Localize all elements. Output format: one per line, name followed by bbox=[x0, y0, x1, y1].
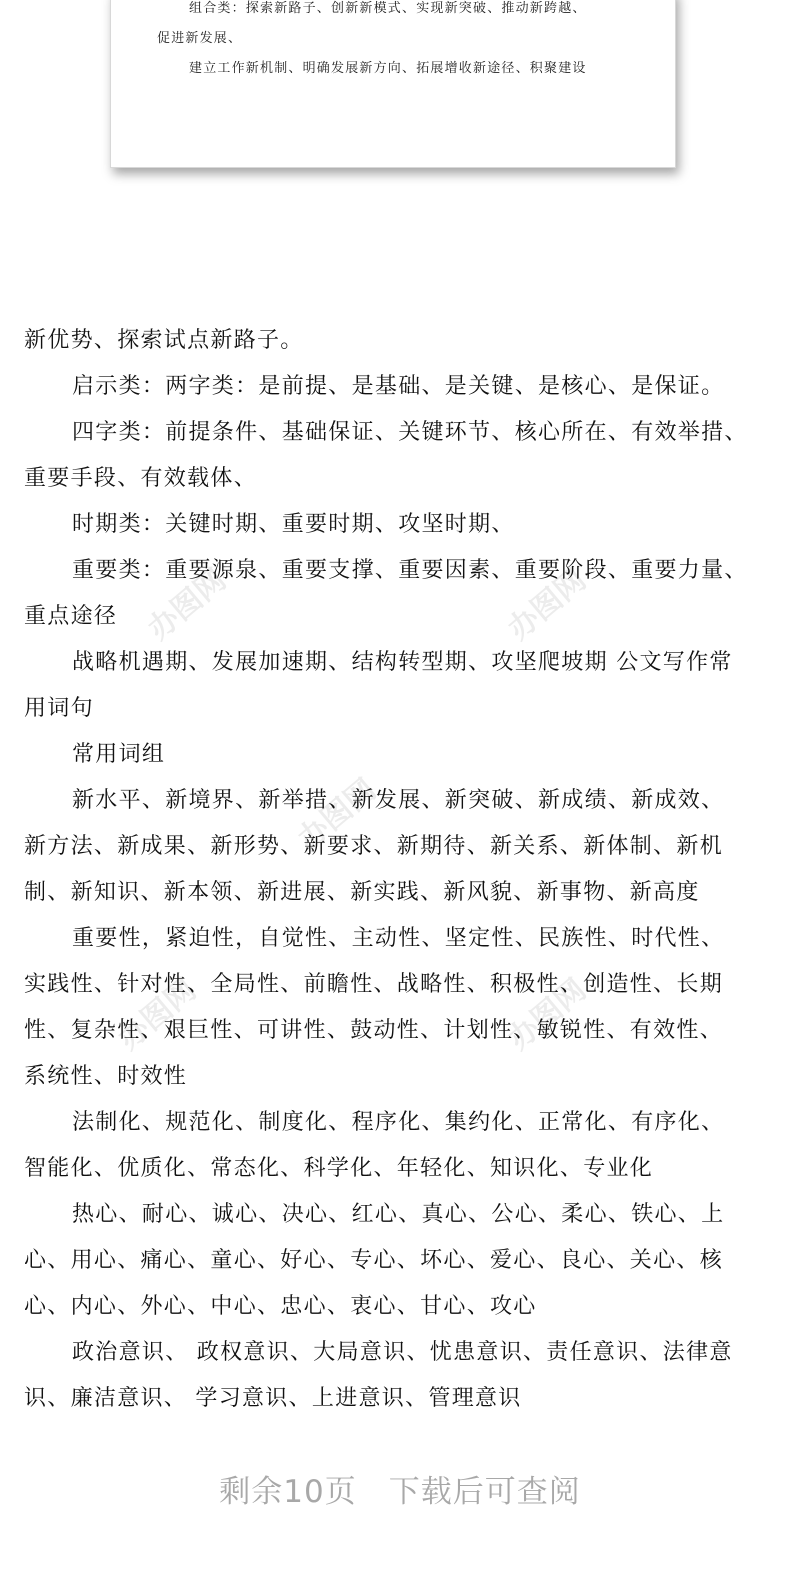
watermark: 办图网 bbox=[501, 562, 593, 648]
doc-line: 启示类：两字类：是前提、是基础、是关键、是核心、是保证。 bbox=[72, 374, 725, 399]
doc-line: 制、新知识、新本领、新进展、新实践、新风貌、新事物、新高度 bbox=[24, 880, 700, 905]
watermark: 办图网 bbox=[501, 972, 593, 1058]
remaining-pages-prompt[interactable]: 剩余10页 下载后可查阅 bbox=[219, 1474, 581, 1510]
doc-line: 性、复杂性、艰巨性、可讲性、鼓动性、计划性、敏锐性、有效性、 bbox=[24, 1018, 724, 1043]
doc-line: 战略机遇期、发展加速期、结构转型期、攻坚爬坡期 公文写作常 bbox=[72, 650, 733, 675]
doc-line: 法制化、规范化、制度化、程序化、集约化、正常化、有序化、 bbox=[72, 1110, 725, 1135]
doc-line: 智能化、优质化、常态化、科学化、年轻化、知识化、专业化 bbox=[24, 1156, 654, 1181]
doc-line: 新优势、探索试点新路子。 bbox=[24, 328, 304, 353]
doc-line: 识、廉洁意识、 学习意识、上进意识、管理意识 bbox=[24, 1386, 522, 1411]
watermark: 办图网 bbox=[141, 562, 233, 648]
doc-line: 重要性，紧迫性，自觉性、主动性、坚定性、民族性、时代性、 bbox=[72, 926, 725, 951]
preview-line: 促进新发展、 bbox=[157, 31, 243, 46]
preview-line: 组合类：探索新路子、创新新模式、实现新突破、推动新跨越、 bbox=[189, 1, 587, 16]
doc-line: 心、用心、痛心、童心、好心、专心、坏心、爱心、良心、关心、核 bbox=[24, 1248, 724, 1273]
doc-line: 政治意识、 政权意识、大局意识、忧患意识、责任意识、法律意 bbox=[72, 1340, 733, 1365]
doc-line: 系统性、时效性 bbox=[24, 1064, 188, 1089]
doc-line: 用词句 bbox=[24, 696, 94, 721]
doc-line: 心、内心、外心、中心、忠心、衷心、甘心、攻心 bbox=[24, 1294, 537, 1319]
doc-line: 热心、耐心、诚心、决心、红心、真心、公心、柔心、铁心、上 bbox=[72, 1202, 725, 1227]
doc-line: 新方法、新成果、新形势、新要求、新期待、新关系、新体制、新机 bbox=[24, 834, 724, 859]
doc-line: 四字类：前提条件、基础保证、关键环节、核心所在、有效举措、 bbox=[72, 420, 748, 445]
doc-line: 时期类：关键时期、重要时期、攻坚时期、 bbox=[72, 512, 515, 537]
preview-line: 建立工作新机制、明确发展新方向、拓展增收新途径、积聚建设 bbox=[189, 61, 587, 76]
page-preview-card bbox=[110, 0, 676, 168]
watermark: 办图网 bbox=[111, 972, 203, 1058]
watermark: 办图网 bbox=[291, 772, 383, 858]
doc-line: 重点途径 bbox=[24, 604, 118, 629]
doc-line: 重要手段、有效载体、 bbox=[24, 466, 258, 491]
doc-line: 常用词组 bbox=[72, 742, 166, 767]
doc-line: 实践性、针对性、全局性、前瞻性、战略性、积极性、创造性、长期 bbox=[24, 972, 724, 997]
doc-line: 重要类：重要源泉、重要支撑、重要因素、重要阶段、重要力量、 bbox=[72, 558, 748, 583]
doc-line: 新水平、新境界、新举措、新发展、新突破、新成绩、新成效、 bbox=[72, 788, 725, 813]
